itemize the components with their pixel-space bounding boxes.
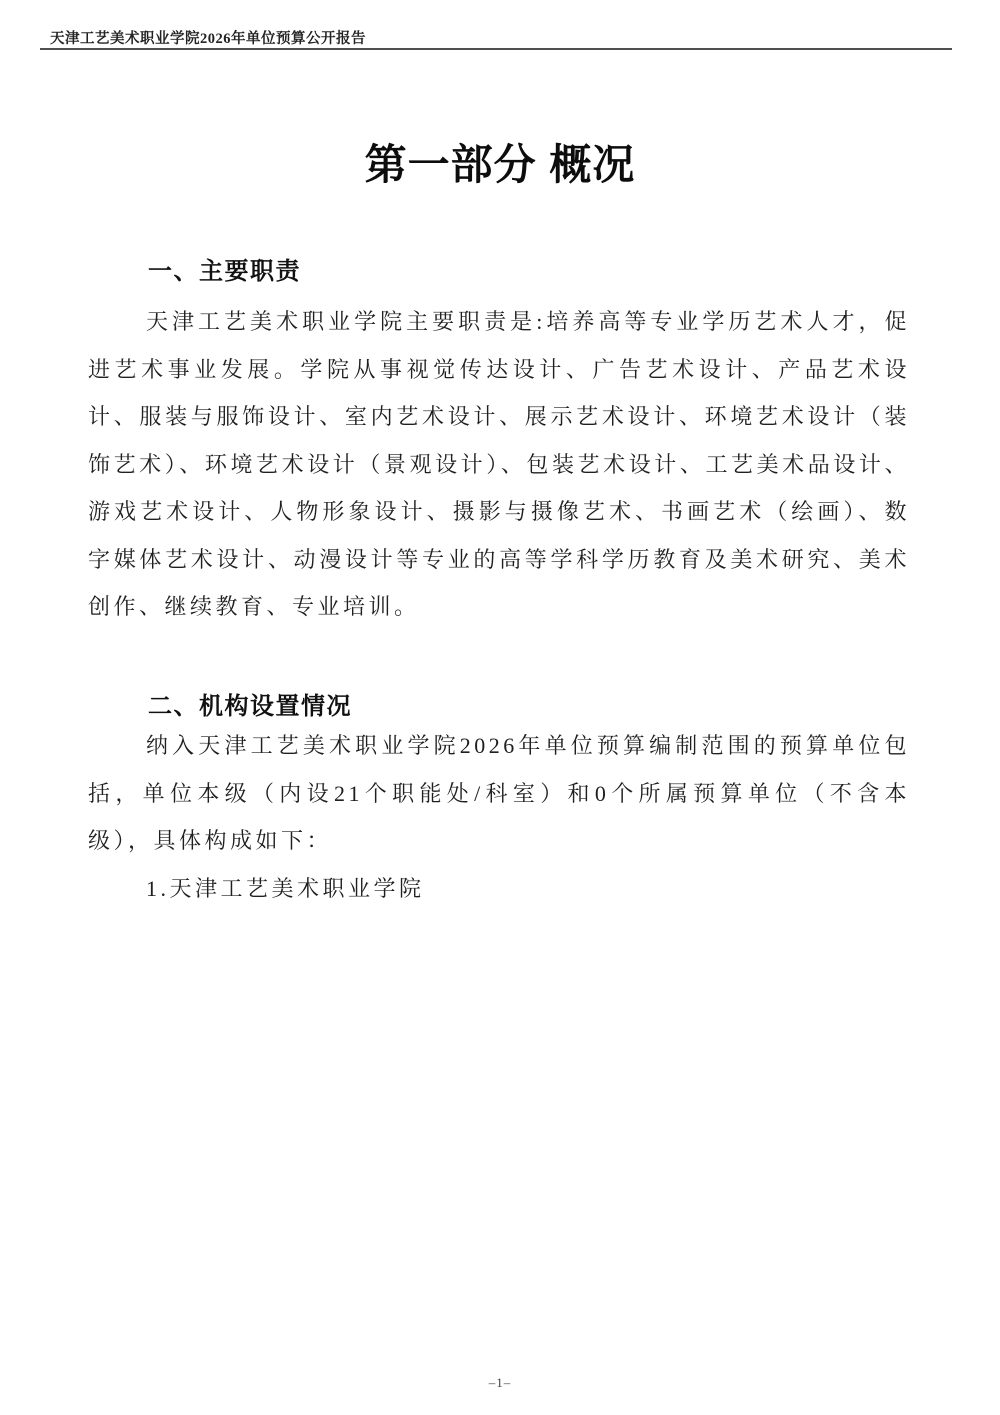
section-2-heading: 二、机构设置情况 (148, 692, 352, 720)
page-number: –1– (488, 1375, 512, 1390)
page-title: 第一部分 概况 (364, 141, 636, 189)
header-divider (40, 48, 952, 50)
section-1-body (88, 298, 910, 631)
section-2-paragraph: 纳入天津工艺美术职业学院2026年单位预算编制范围的预算单位包括，单位本级（内设21个职能处/科室）和0个所属预算单位（不含本级），具体构成如下： (88, 733, 910, 853)
document-header-title: 天津工艺美术职业学院2026年单位预算公开报告 (50, 31, 366, 47)
section-1-heading: 一、主要职责 (148, 257, 301, 285)
section-2-list-item: 1.天津工艺美术职业学院 (146, 875, 425, 901)
section-2-body (88, 722, 910, 912)
section-1-paragraph: 天津工艺美术职业学院主要职责是:培养高等专业学历艺术人才，促进艺术事业发展。学院从事视觉传达设计、广告艺术设计、产品艺术设计、服装与服饰设计、室内艺术设计、展示艺术设计、环境艺术设计（装饰艺术）、环境艺术设计（景观设计）、包装艺术设计、工艺美术品设计、游戏艺术设计、人物形象设计、摄影与摄像艺术、书画艺术（绘画）、数字媒体艺术设计、动漫设计等专业的高等学科学历教育及美术研究、美术创作、继续教育、专业培训。 (88, 309, 910, 619)
